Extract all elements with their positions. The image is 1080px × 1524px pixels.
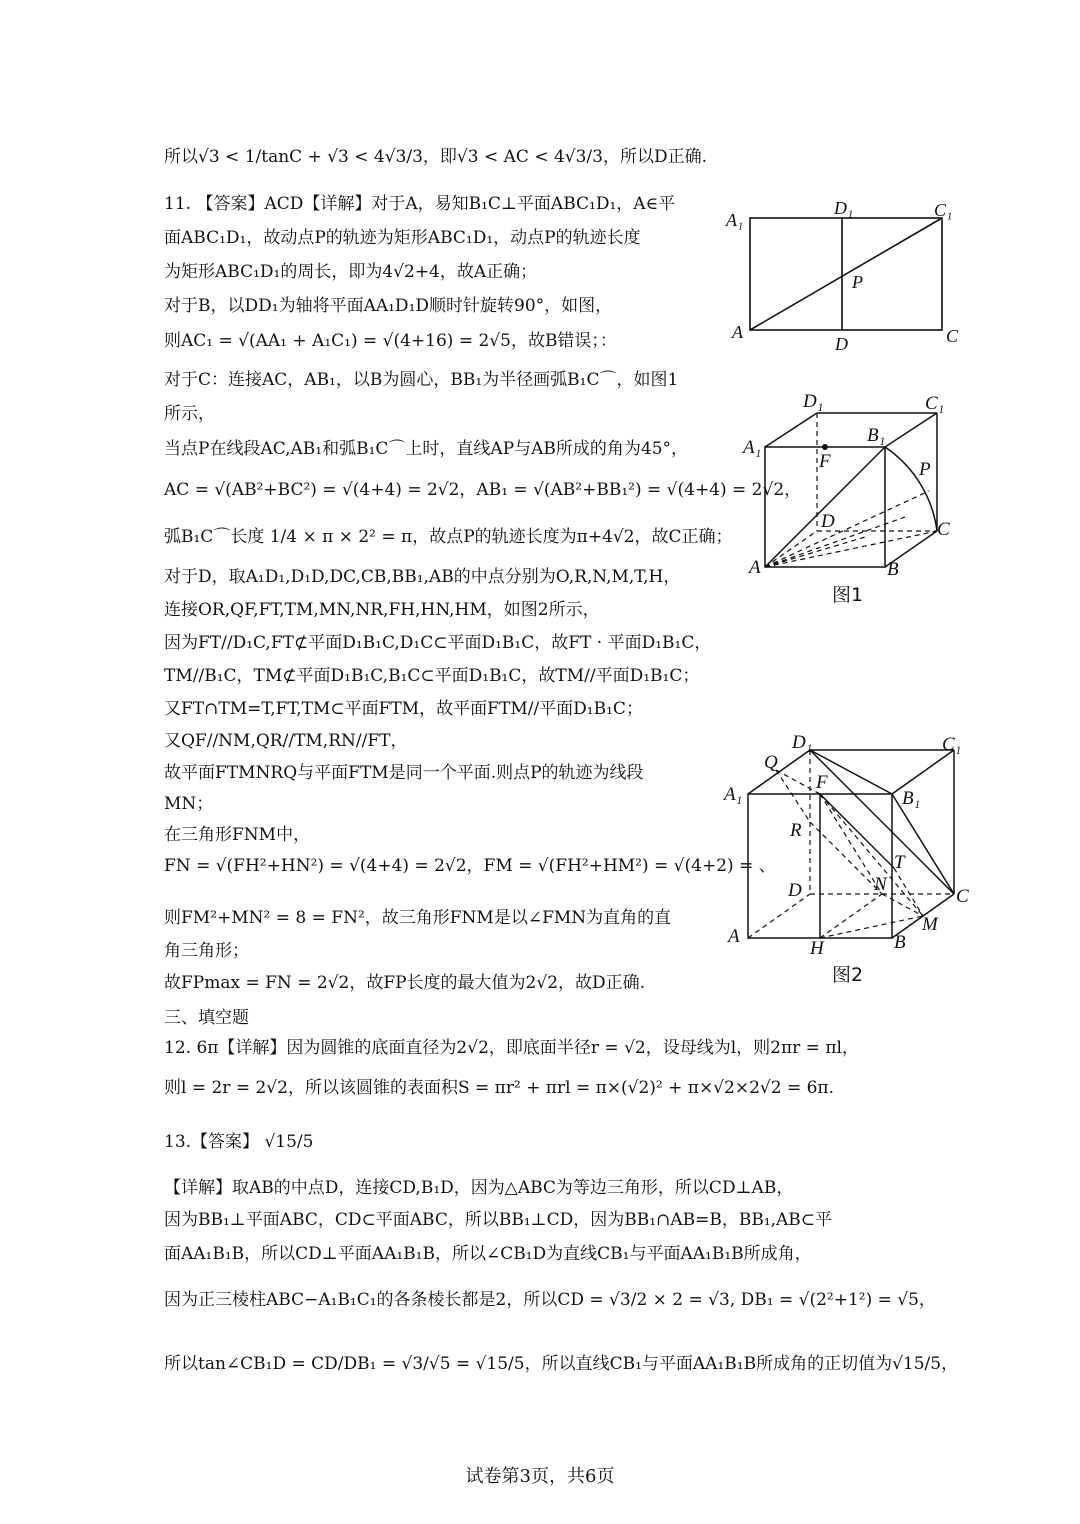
label-B1: B₁ [867, 425, 886, 446]
label-B: B [894, 932, 906, 953]
text-line: 又QF//NM,QR//TM,RN//FT， [164, 731, 408, 751]
label-C1: C₁ [925, 393, 945, 414]
label-B: B [887, 559, 899, 580]
text-line: 对于D，取A₁D₁,D₁D,DC,CB,BB₁,AB的中点分别为O,R,N,M,T,H， [164, 567, 681, 587]
label-C1: C₁ [934, 200, 953, 220]
label-F: F [816, 772, 828, 793]
rectangle-figure [720, 190, 970, 360]
text-line: 则l = 2r = 2√2，所以该圆锥的表面积S = πr² + πrl = π×(√2)² + π×√2×2√2 = 6π. [164, 1078, 835, 1098]
text-line: 所以√3 < 1/tanC + √3 < 4√3/3，即√3 < AC < 4√3/3，所以D正确. [164, 147, 708, 167]
text-line: 因为正三棱柱ABC−A₁B₁C₁的各条棱长都是2，所以CD = √3/2 × 2 = √3, DB₁ = √(2²+1²) = √5， [164, 1290, 936, 1310]
text-line: TM//B₁C，TM⊄平面D₁B₁C,B₁C⊂平面D₁B₁C，故TM//平面D₁B₁C； [164, 666, 700, 686]
text-line: 【详解】取AB的中点D，连接CD,B₁D，因为△ABC为等边三角形，所以CD⊥AB， [164, 1178, 794, 1198]
label-D: D [821, 511, 835, 532]
label-N: N [874, 874, 887, 895]
label-D: D [835, 334, 848, 354]
text-line: 在三角形FNM中， [164, 825, 311, 845]
label-A: A [749, 557, 761, 578]
label-C1: C₁ [942, 734, 962, 755]
text-line: 对于B，以DD₁为轴将平面AA₁D₁D顺时针旋转90°，如图， [164, 296, 613, 316]
point-F [822, 444, 828, 450]
label-D1: D₁ [834, 198, 854, 218]
label-C: C [946, 326, 959, 346]
label-D: D [788, 880, 802, 901]
text-line: 因为BB₁⊥平面ABC，CD⊂平面ABC，所以BB₁⊥CD，因为BB₁∩AB=B，BB₁,AB⊂平 [164, 1210, 833, 1230]
cube-figure-2 [720, 728, 980, 963]
text-line: 11. 【答案】ACD【详解】对于A，易知B₁C⊥平面ABC₁D₁，A∈平 [164, 194, 676, 214]
text-line: 故平面FTMNRQ与平面FTM是同一个平面.则点P的轨迹为线段 [164, 763, 644, 783]
text-line: 12. 6π【详解】因为圆锥的底面直径为2√2，即底面半径r = √2，设母线为l，则2πr = πl， [164, 1038, 859, 1058]
label-A1: A₁ [743, 437, 762, 458]
text-line: 则FM²+MN² = 8 = FN²，故三角形FNM是以∠FMN为直角的直 [164, 908, 672, 928]
label-H: H [810, 938, 824, 959]
text-line: 连接OR,QF,FT,TM,MN,NR,FH,HN,HM，如图2所示， [164, 600, 600, 620]
text-line: AC = √(AB²+BC²) = √(4+4) = 2√2，AB₁ = √(AB²+BB₁²) = √(4+4) = 2√2， [164, 480, 802, 500]
label-C: C [956, 886, 969, 907]
text-line: 故FPmax = FN = 2√2，故FP长度的最大值为2√2，故D正确. [164, 973, 646, 993]
label-C: C [937, 519, 950, 540]
text-line: 为矩形ABC₁D₁的周长，即为4√2+4，故A正确； [164, 262, 538, 282]
label-P: P [852, 272, 863, 292]
label-M: M [922, 914, 938, 935]
text-line: 又FT∩TM=T,FT,TM⊂平面FTM，故平面FTM//平面D₁B₁C； [164, 699, 643, 719]
text-line: 对于C：连接AC，AB₁，以B为圆心，BB₁为半径画弧B₁C⌒，如图1 [164, 370, 679, 390]
label-F: F [819, 451, 831, 472]
text-line: 则AC₁ = √(AA₁ + A₁C₁) = √(4+16) = 2√5，故B错误；： [164, 331, 617, 351]
label-A: A [728, 926, 740, 947]
label-D1: D₁ [792, 732, 813, 753]
label-D1: D₁ [803, 391, 824, 412]
figure-2-caption: 图2 [832, 964, 864, 986]
label-T: T [894, 852, 905, 873]
text-line: 所示， [164, 404, 215, 424]
label-P: P [919, 459, 931, 480]
text-line: 角三角形； [164, 941, 249, 961]
section-heading: 三、填空题 [164, 1008, 249, 1028]
text-line: 面ABC₁D₁，故动点P的轨迹为矩形ABC₁D₁，动点P的轨迹长度 [164, 228, 641, 248]
text-line: 13.【答案】 √15/5 [164, 1132, 314, 1152]
text-line: 因为FT//D₁C,FT⊄平面D₁B₁C,D₁C⊂平面D₁B₁C，故FT · 平面D₁B₁C， [164, 633, 712, 653]
text-line: 所以tan∠CB₁D = CD/DB₁ = √3/√5 = √15/5，所以直线CB₁与平面AA₁B₁B所成角的正切值为√15/5， [164, 1354, 959, 1374]
text-line: FN = √(FH²+HN²) = √(4+4) = 2√2，FM = √(FH²+HM²) = √(4+2) = 、 [164, 856, 776, 876]
label-A1: A₁ [726, 210, 744, 230]
page-footer: 试卷第3页，共6页 [465, 1466, 615, 1487]
figure-1-caption: 图1 [832, 584, 864, 606]
text-line: MN； [164, 794, 214, 814]
label-A1: A₁ [724, 784, 743, 805]
label-Q: Q [764, 752, 778, 773]
label-A: A [732, 322, 743, 342]
label-R: R [790, 820, 802, 841]
text-line: 弧B₁C⌒长度 1/4 × π × 2² = π，故点P的轨迹长度为π+4√2，故C正确； [164, 527, 733, 547]
label-B1: B₁ [902, 788, 921, 809]
text-line: 当点P在线段AC,AB₁和弧B₁C⌒上时，直线AP与AB所成的角为45°， [164, 439, 689, 459]
text-line: 面AA₁B₁B，所以CD⊥平面AA₁B₁B，所以∠CB₁D为直线CB₁与平面AA₁B₁B所成角， [164, 1244, 812, 1264]
